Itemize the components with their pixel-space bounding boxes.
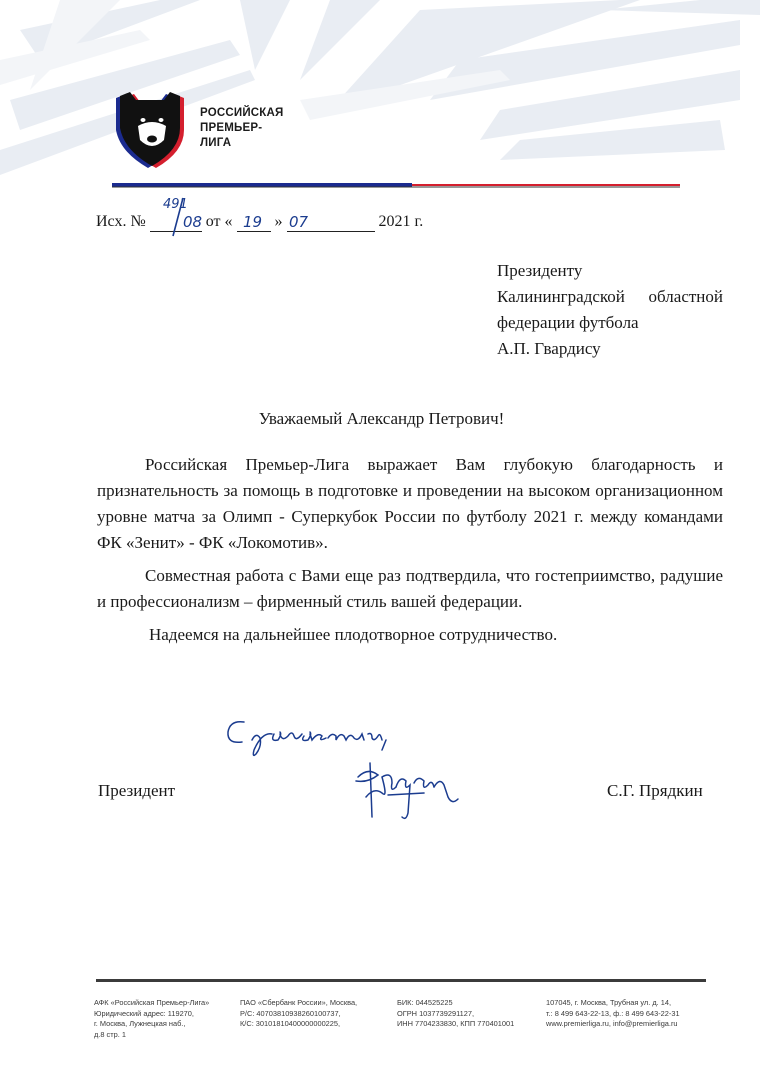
- logo-line-2: ПРЕМЬЕР-: [200, 122, 263, 134]
- paragraph-2: [97, 563, 723, 615]
- paragraph-3-text: Надеемся на дальнейшее плодотворное сотрудничество.: [149, 625, 558, 644]
- addressee-block: [497, 258, 723, 362]
- footer-line: ПАО «Сбербанк России», Москва,: [240, 998, 358, 1007]
- footer-line: БИК: 044525225: [397, 998, 453, 1007]
- number-main-handwritten: 08: [183, 213, 203, 231]
- paragraph-3: [97, 622, 723, 648]
- footer-bank-details: [240, 998, 357, 1030]
- footer-divider: [96, 979, 706, 982]
- footer-line: г. Москва, Лужнецкая наб.,: [94, 1019, 186, 1028]
- handwritten-closing: [222, 712, 397, 762]
- logo-line-3: ЛИГА: [200, 137, 232, 149]
- handwritten-signature: [348, 757, 463, 827]
- footer-line: 107045, г. Москва, Трубная ул. д. 14,: [546, 998, 672, 1007]
- outgoing-from: от «: [205, 213, 233, 230]
- addressee-line-2: Калининградской областной: [497, 287, 723, 306]
- footer-line: ИНН 7704233830, КПП 770401001: [397, 1019, 515, 1028]
- footer-line: ОГРН 1037739291127,: [397, 1008, 475, 1018]
- paragraph-1: [97, 452, 723, 556]
- footer-line: Р/С: 40703810938260100737,: [240, 1008, 341, 1018]
- footer-legal-address: [94, 998, 209, 1040]
- addressee-line-1: Президенту: [497, 261, 583, 280]
- footer-line: К/С: 30101810400000000225,: [240, 1019, 341, 1028]
- footer-line: д.8 стр. 1: [94, 1029, 126, 1039]
- greeting: Уважаемый Александр Петрович!: [258, 409, 505, 428]
- signatory-name: С.Г. Прядкин: [607, 781, 703, 800]
- outgoing-close-quote: »: [274, 213, 283, 230]
- addressee-line-3: федерации футбола: [497, 313, 639, 332]
- footer-line: т.: 8 499 643-22-13, ф.: 8 499 643-22-31: [546, 1008, 680, 1018]
- month-handwritten: 07: [289, 213, 309, 231]
- paragraph-2-text: Совместная работа с Вами еще раз подтвердила, что гостеприимство, радушие и профессионализм – фирменный стиль вашей федерации.: [97, 566, 723, 611]
- header-divider: [112, 183, 680, 189]
- logo-wordmark: [200, 106, 284, 151]
- logo-line-1: РОССИЙСКАЯ: [200, 107, 284, 119]
- outgoing-year: 2021 г.: [378, 213, 424, 230]
- footer-line: www.premierliga.ru, info@premierliga.ru: [546, 1019, 678, 1028]
- number-top-handwritten: 491: [163, 197, 188, 212]
- footer-registration: [397, 998, 514, 1030]
- footer-line: АФК «Российская Премьер-Лига»: [94, 998, 210, 1007]
- day-handwritten: 19: [243, 213, 263, 231]
- paragraph-1-text: Российская Премьер-Лига выражает Вам глубокую благодарность и признательность за помощь в подготовке и проведении на высоком организационном уровне матча за Олимп - Суперкубок России по футболу 2021 г. между командами ФК «Зенит» - ФК «Локомотив».: [97, 455, 723, 552]
- outgoing-prefix: Исх. №: [96, 213, 146, 230]
- signatory-title: Президент: [98, 781, 176, 800]
- addressee-line-4: А.П. Гвардису: [497, 339, 601, 358]
- footer-contacts: [546, 998, 680, 1030]
- footer-line: Юридический адрес: 119270,: [94, 1008, 194, 1018]
